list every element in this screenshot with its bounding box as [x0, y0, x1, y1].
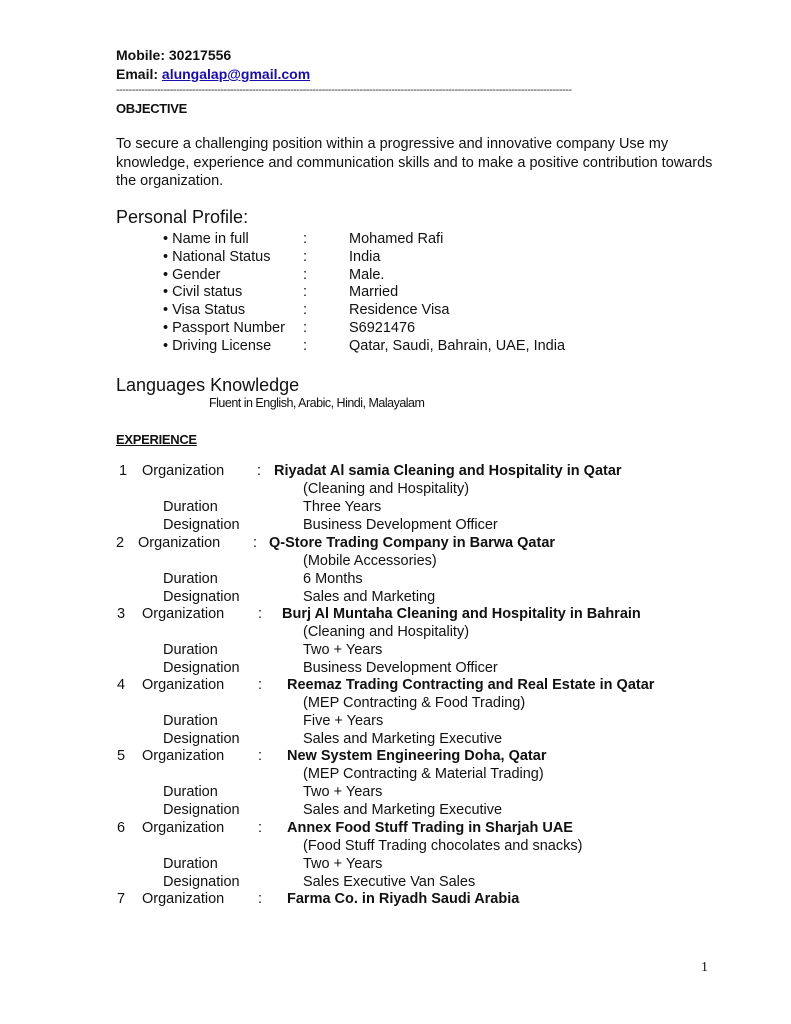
organization-subtitle: (MEP Contracting & Material Trading): [303, 765, 544, 782]
organization-colon: :: [258, 748, 263, 764]
organization-name: Riyadat Al samia Cleaning and Hospitality in Qatar: [274, 463, 622, 479]
organization-label: Organization: [142, 891, 225, 907]
page-number: 1: [701, 960, 708, 975]
profile-heading: Personal Profile:: [116, 207, 249, 227]
profile-colon: :: [303, 231, 308, 247]
profile-label: • National Status: [163, 248, 271, 265]
email-line: [116, 65, 310, 83]
profile-colon: :: [303, 320, 308, 336]
organization-colon: :: [258, 891, 263, 907]
profile-label: • Driving License: [163, 337, 272, 354]
organization-label: Organization: [142, 463, 225, 479]
profile-colon: :: [303, 248, 308, 265]
profile-colon: :: [303, 337, 308, 354]
duration-value: 6 Months: [303, 570, 363, 587]
duration-value: Two + Years: [303, 855, 383, 872]
organization-name: Q-Store Trading Company in Barwa Qatar: [269, 535, 556, 551]
profile-value: Residence Visa: [349, 302, 450, 319]
organization-name: New System Engineering Doha, Qatar: [287, 748, 547, 764]
duration-label: Duration: [163, 712, 218, 729]
organization-name: Reemaz Trading Contracting and Real Estate in Qatar: [287, 677, 655, 693]
duration-value: Three Years: [303, 498, 382, 515]
experience-number: 4: [117, 677, 126, 693]
profile-value: Married: [349, 284, 399, 301]
profile-label: • Civil status: [163, 284, 243, 301]
designation-label: Designation: [163, 516, 240, 533]
organization-subtitle: (Cleaning and Hospitality): [303, 480, 470, 497]
organization-label: Organization: [142, 820, 225, 836]
languages-text: Fluent in English, Arabic, Hindi, Malayalam: [209, 396, 425, 410]
organization-colon: :: [258, 677, 263, 693]
experience-number: 7: [117, 891, 126, 907]
profile-label: • Name in full: [163, 231, 249, 247]
experience-number: 6: [117, 820, 126, 836]
profile-value: S6921476: [349, 320, 416, 336]
profile-colon: :: [303, 284, 308, 301]
designation-value: Sales and Marketing Executive: [303, 801, 503, 818]
experience-heading: EXPERIENCE: [116, 432, 197, 447]
organization-label: Organization: [142, 677, 225, 693]
designation-label: Designation: [163, 801, 240, 818]
organization-colon: :: [258, 606, 263, 622]
profile-label: • Passport Number: [163, 320, 285, 336]
duration-label: Duration: [163, 570, 218, 587]
organization-label: Organization: [138, 535, 221, 551]
organization-subtitle: (Cleaning and Hospitality): [303, 623, 470, 640]
organization-label: Organization: [142, 748, 225, 764]
duration-label: Duration: [163, 641, 218, 658]
profile-value: Male.: [349, 266, 385, 283]
profile-value: Qatar, Saudi, Bahrain, UAE, India: [349, 337, 566, 354]
designation-value: Sales and Marketing: [303, 588, 436, 605]
duration-label: Duration: [163, 783, 218, 800]
designation-value: Sales and Marketing Executive: [303, 730, 503, 747]
duration-value: Two + Years: [303, 783, 383, 800]
profile-value: India: [349, 248, 381, 265]
mobile-line: Mobile: 30217556: [116, 47, 232, 63]
organization-subtitle: (Food Stuff Trading chocolates and snacks): [303, 837, 583, 854]
organization-subtitle: (MEP Contracting & Food Trading): [303, 694, 526, 711]
email-link[interactable]: alungalap@gmail.com: [161, 66, 311, 82]
designation-label: Designation: [163, 659, 240, 676]
organization-name: Burj Al Muntaha Cleaning and Hospitality in Bahrain: [282, 606, 641, 622]
profile-label: • Gender: [163, 266, 221, 283]
organization-name: Annex Food Stuff Trading in Sharjah UAE: [287, 820, 573, 836]
experience-number: 2: [116, 535, 125, 551]
profile-colon: :: [303, 266, 308, 283]
duration-value: Two + Years: [303, 641, 383, 658]
organization-subtitle: (Mobile Accessories): [303, 552, 437, 569]
experience-number: 5: [117, 748, 126, 764]
designation-value: Business Development Officer: [303, 659, 498, 676]
duration-label: Duration: [163, 855, 218, 872]
organization-label: Organization: [142, 606, 225, 622]
organization-name: Farma Co. in Riyadh Saudi Arabia: [287, 891, 520, 907]
designation-label: Designation: [163, 873, 240, 890]
designation-label: Designation: [163, 730, 240, 747]
profile-value: Mohamed Rafi: [349, 231, 444, 247]
divider-line: ------------------------------------------------------------------------------------------------------------------------------------------------: [116, 84, 572, 96]
organization-colon: :: [253, 535, 258, 551]
designation-label: Designation: [163, 588, 240, 605]
organization-colon: :: [258, 820, 263, 836]
profile-label: • Visa Status: [163, 302, 246, 319]
objective-heading: OBJECTIVE: [116, 101, 187, 116]
experience-number: 3: [117, 606, 126, 622]
languages-heading: Languages Knowledge: [116, 375, 300, 395]
designation-value: Sales Executive Van Sales: [303, 873, 476, 890]
duration-value: Five + Years: [303, 712, 384, 729]
designation-value: Business Development Officer: [303, 516, 498, 533]
experience-number: 1: [119, 463, 128, 479]
email-label: Email:: [116, 66, 159, 82]
organization-colon: :: [257, 463, 262, 479]
duration-label: Duration: [163, 498, 218, 515]
objective-text: To secure a challenging position within a progressive and innovative company Use my knowledge, experience and communication skills and to make a positive contribution towards the organization.: [116, 136, 713, 189]
profile-colon: :: [303, 302, 308, 319]
